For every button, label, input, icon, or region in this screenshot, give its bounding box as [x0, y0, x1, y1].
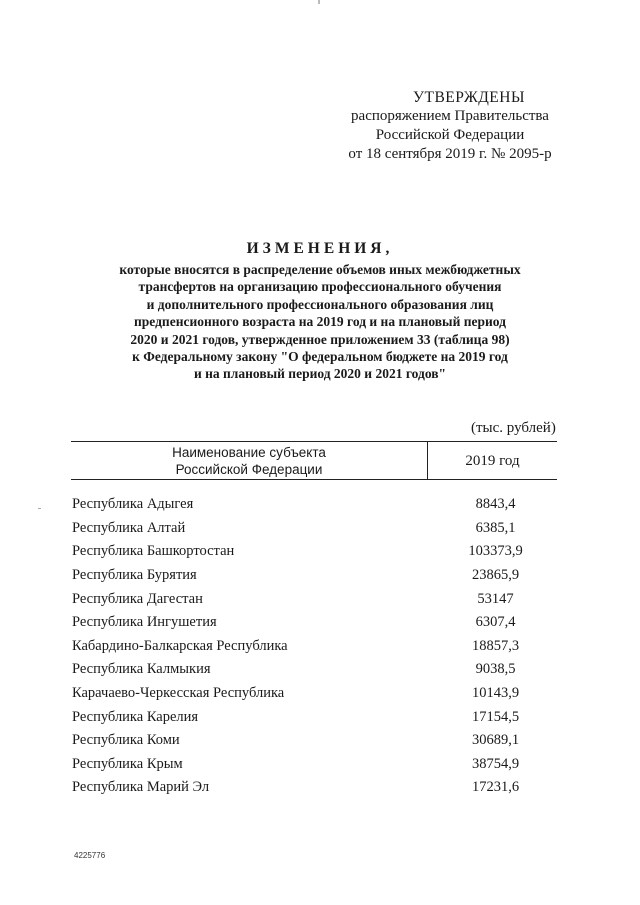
- document-title-block: [60, 238, 580, 383]
- approval-heading: УТВЕРЖДЕНЫ: [413, 89, 525, 106]
- region-name: Республика Башкортостан: [72, 543, 235, 560]
- region-name: Республика Дагестан: [72, 590, 203, 607]
- table-row: [71, 611, 557, 635]
- transfer-amount: 30689,1: [471, 732, 520, 749]
- document-title: ИЗМЕНЕНИЯ,: [246, 240, 394, 257]
- transfer-amount: 38754,9: [471, 755, 520, 772]
- region-name: Карачаево-Черкесская Республика: [72, 685, 285, 702]
- table-row: [71, 493, 557, 517]
- region-name: Республика Карелия: [72, 708, 199, 725]
- transfer-amount: 10143,9: [471, 685, 520, 702]
- table-row: [71, 587, 557, 611]
- transfer-amount: 17231,6: [471, 779, 520, 796]
- transfers-table: [71, 441, 557, 800]
- approval-line: Российской Федерации: [375, 127, 525, 143]
- transfer-amount: 23865,9: [471, 567, 520, 584]
- table-row: [71, 658, 557, 682]
- region-name: Кабардино-Балкарская Республика: [72, 637, 288, 654]
- approval-block: [330, 88, 570, 164]
- region-name: Республика Адыгея: [72, 496, 194, 513]
- document-subtitle: которые вносятся в распределение объемов иных межбюджетных трансфертов на организацию профессионального обучения и дополнительного профессионального образования лиц предпенсионного возраста на 2019 год и на плановый период 2020 и 2021 годов, утвержденное приложением 33 (таблица 98) к Федеральному закону "О федеральном бюджете на 2019 год и на плановый период 2020 и 2021 годов": [119, 262, 521, 382]
- transfer-amount: 6385,1: [475, 519, 516, 536]
- scan-mark: [318, 0, 320, 4]
- document-number: 4225776: [74, 851, 106, 860]
- transfer-amount: 103373,9: [468, 543, 523, 560]
- approval-line: распоряжением Правительства: [351, 108, 549, 124]
- header-year: 2019 год: [427, 442, 557, 479]
- table-row: [71, 729, 557, 753]
- region-name: Республика Калмыкия: [72, 661, 211, 678]
- approval-date: от 18 сентября 2019 г. № 2095-р: [348, 146, 552, 162]
- table-body: [71, 493, 557, 800]
- table-header: [71, 441, 557, 480]
- region-name: Республика Бурятия: [72, 567, 197, 584]
- header-region-name: Наименование субъекта Российской Федерации: [172, 445, 326, 477]
- table-row: [71, 753, 557, 777]
- region-name: Республика Ингушетия: [72, 614, 217, 631]
- transfer-amount: 9038,5: [475, 661, 516, 678]
- units-label: (тыс. рублей): [471, 420, 556, 436]
- table-row: [71, 517, 557, 541]
- region-name: Республика Марий Эл: [72, 779, 210, 796]
- region-name: Республика Алтай: [72, 519, 186, 536]
- table-row: [71, 776, 557, 800]
- transfer-amount: 8843,4: [475, 496, 516, 513]
- transfer-amount: 53147: [477, 590, 514, 607]
- table-row: [71, 540, 557, 564]
- transfer-amount: 18857,3: [471, 637, 520, 654]
- table-row: [71, 682, 557, 706]
- region-name: Республика Крым: [72, 755, 183, 772]
- transfer-amount: 6307,4: [475, 614, 516, 631]
- scan-mark: [38, 508, 41, 509]
- table-row: [71, 635, 557, 659]
- region-name: Республика Коми: [72, 732, 180, 749]
- table-row: [71, 705, 557, 729]
- transfer-amount: 17154,5: [471, 708, 520, 725]
- table-row: [71, 564, 557, 588]
